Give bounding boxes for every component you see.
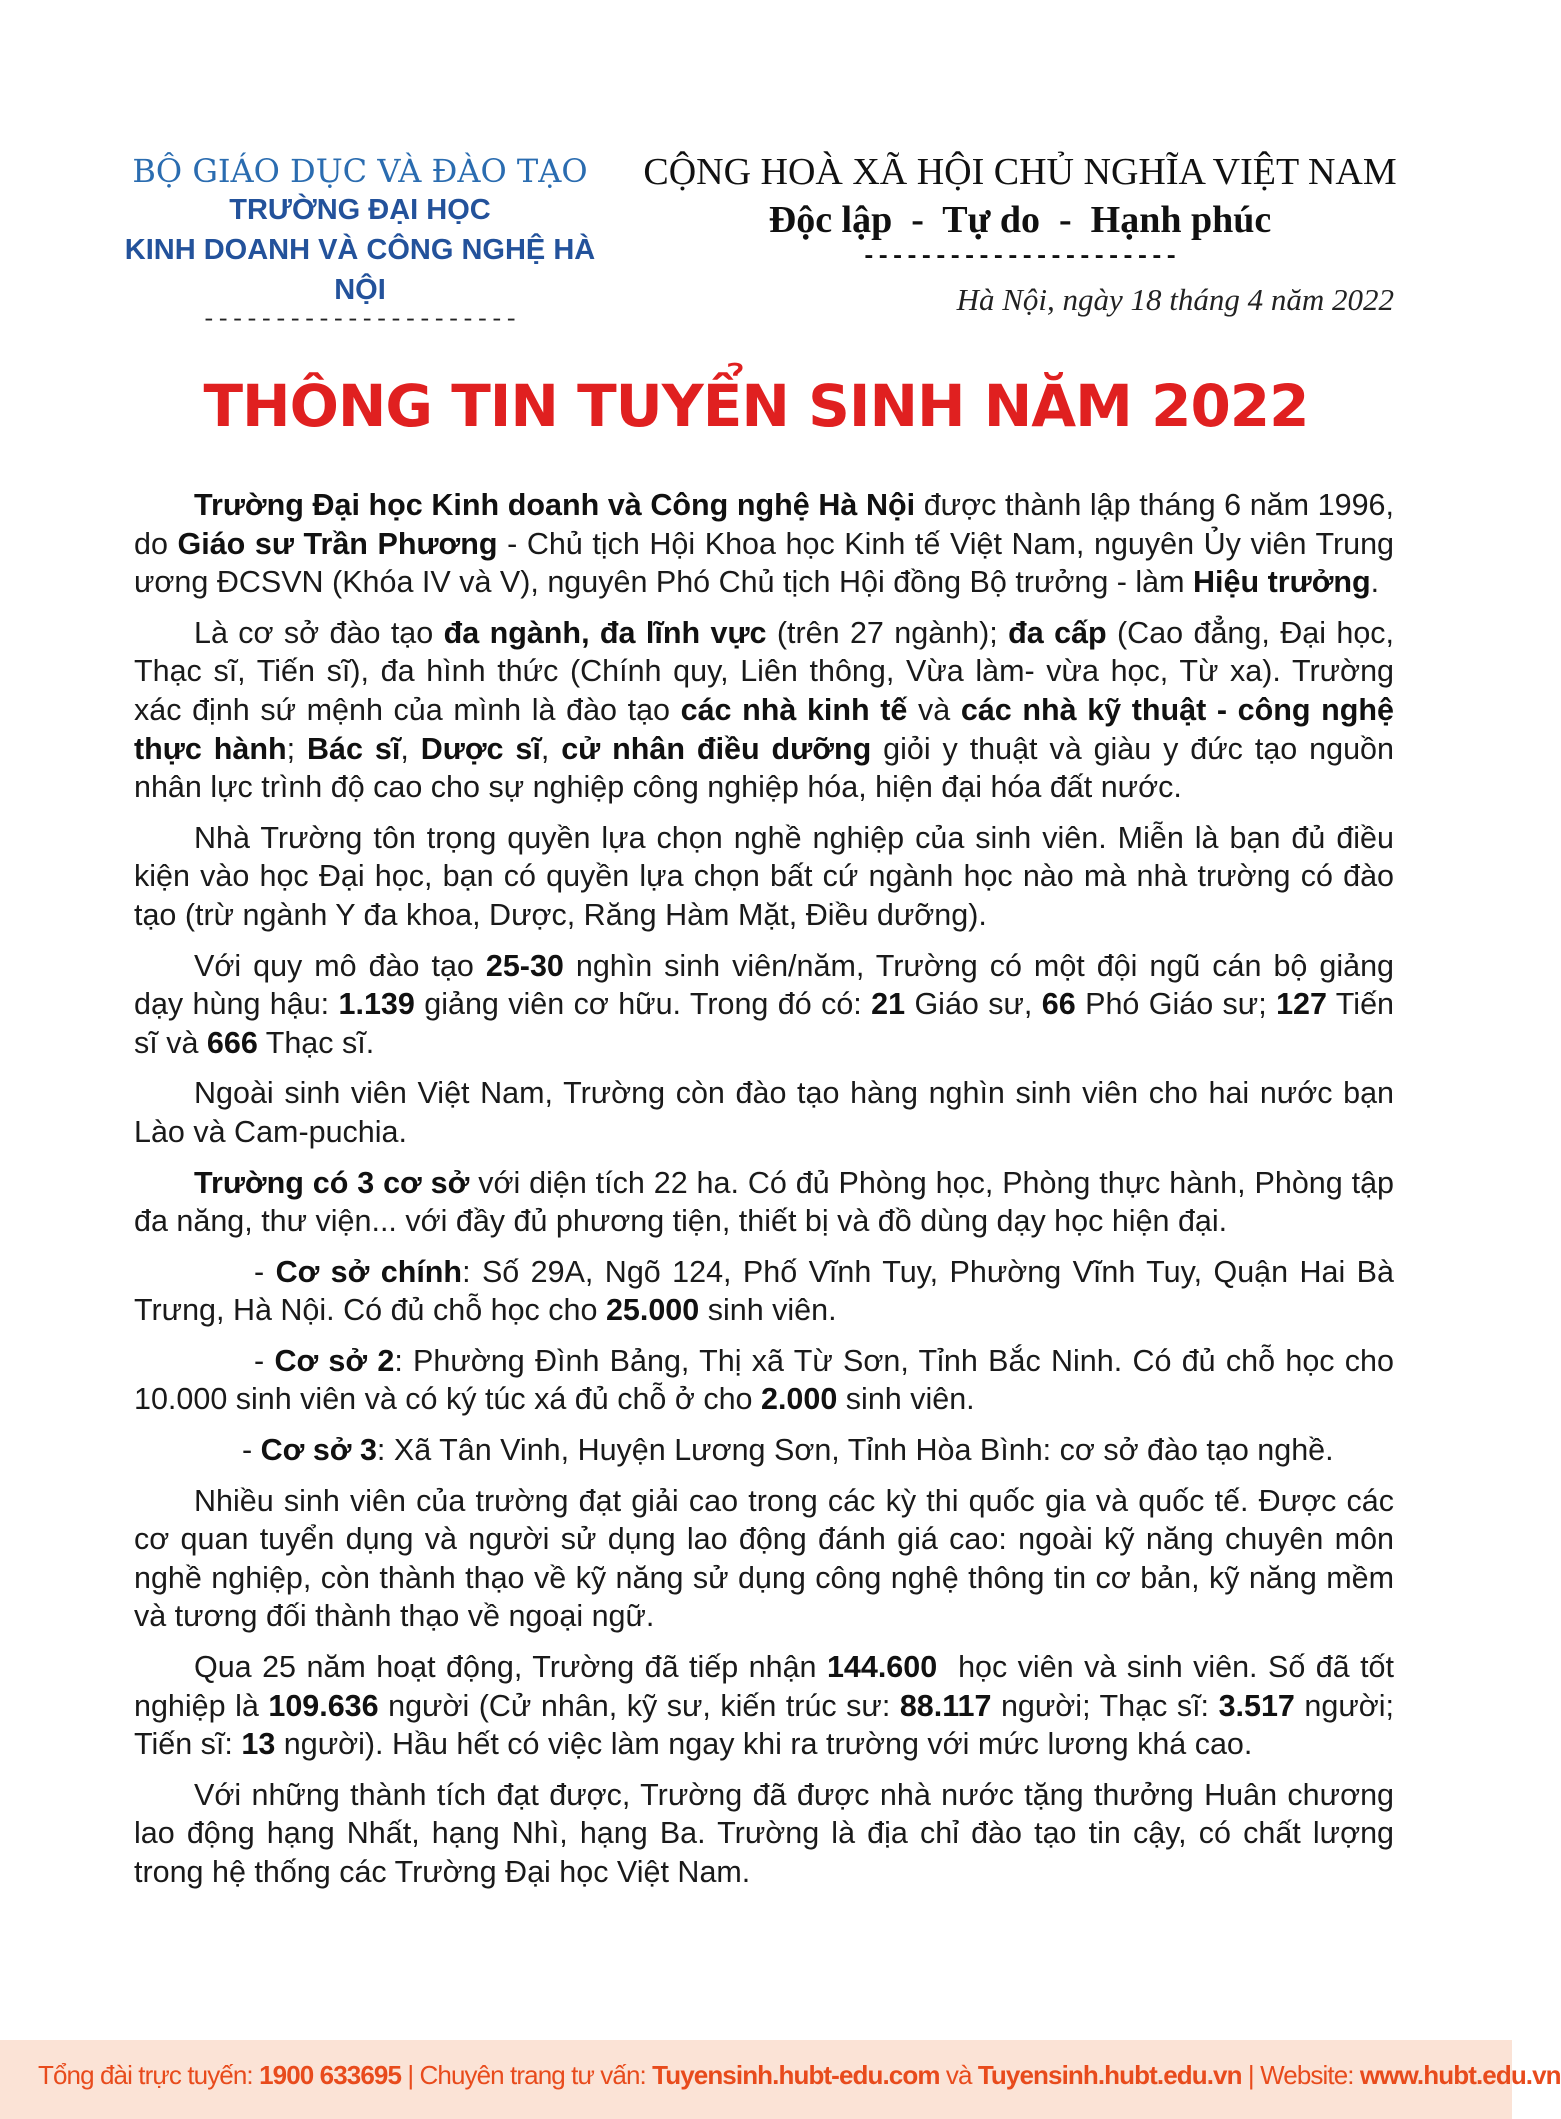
website-link[interactable]: www.hubt.edu.vn (1359, 2060, 1561, 2090)
bold-text: các nhà kinh tế (680, 692, 908, 727)
text: (trên 27 ngành); (766, 615, 1009, 650)
text: giảng viên cơ hữu. Trong đó có: (414, 987, 872, 1022)
bold-text: 25.000 (605, 1293, 700, 1328)
left-divider: ---------------------- (201, 307, 519, 334)
bold-text: Giáo sư Trần Phương (177, 526, 498, 561)
footer-and: và (939, 2060, 978, 2090)
bold-text: 666 (206, 1025, 258, 1060)
footer-bar (0, 2040, 1561, 2119)
bold-text: Bác sĩ (307, 731, 401, 766)
bold-text: 25-30 (485, 948, 564, 983)
text: được thành lập tháng 6 năm 1996, do (134, 488, 1394, 561)
bold-text: đa cấp (1008, 615, 1107, 650)
bold-text: 21 (871, 987, 906, 1022)
text: - (254, 1254, 276, 1289)
bold-text: 144.600 (826, 1650, 938, 1685)
text: với diện tích 22 ha. Có đủ Phòng học, Phòng thực hành, Phòng tập đa năng, thư viện... với đầy đủ phương tiện, thiết bị và đồ dùng dạy học hiện đại. (134, 1165, 1394, 1239)
nation-name: CỘNG HOÀ XÃ HỘI CHỦ NGHĨA VIỆT NAM (643, 151, 1397, 193)
text: : Số 29A, Ngõ 124, Phố Vĩnh Tuy, Phường Vĩnh Tuy, Quận Hai Bà Trưng, Hà Nội. Có đủ chỗ học cho (134, 1254, 1394, 1328)
text: người; Tiến sĩ: (134, 1688, 1394, 1762)
hotline-number[interactable]: 1900 633695 (259, 2060, 402, 2090)
hotline-label: Tổng đài trực tuyến: (38, 2060, 260, 2090)
paragraph-mission (134, 614, 1394, 807)
bold-text: Hiệu trưởng (1193, 565, 1371, 600)
paragraph-campuses (134, 1164, 1394, 1241)
bold-text: Cơ sở chính (275, 1254, 463, 1289)
paragraph-achievements: Nhiều sinh viên của trường đạt giải cao trong các kỳ thi quốc gia và quốc tế. Được các cơ quan tuyển dụng và người sử dụng lao động đánh giá cao: ngoài kỹ năng chuyên môn nghề nghiệp, còn thành thạo về kỹ năng sử dụng công nghệ thông tin cơ bản, kỹ năng mềm và tương đối thành thạo về ngoại ngữ. (134, 1483, 1394, 1634)
text: - (254, 1343, 275, 1378)
footer-separator: | Website: (1241, 2060, 1360, 2090)
bold-text: 2.000 (760, 1382, 838, 1417)
text: Phó Giáo sư; (1075, 987, 1277, 1022)
bold-text: 13 (241, 1727, 276, 1762)
text: người (Cử nhân, kỹ sư, kiến trúc sư: (378, 1688, 900, 1723)
text: Với quy mô đào tạo (194, 948, 486, 983)
text: , (540, 731, 562, 766)
page-title: THÔNG TIN TUYỂN SINH NĂM 2022 (203, 372, 1309, 440)
school-name-line2: KINH DOANH VÀ CÔNG NGHỆ HÀ NỘI (124, 234, 596, 306)
text: sinh viên. (699, 1293, 837, 1328)
text: Qua 25 năm hoạt động, Trường đã tiếp nhận (194, 1650, 827, 1685)
campus-2 (134, 1342, 1394, 1419)
footer-separator: | Chuyên trang tư vấn: (401, 2060, 653, 2090)
bold-text: Dược sĩ (420, 731, 541, 766)
ministry-name: BỘ GIÁO DỤC VÀ ĐÀO TẠO (132, 152, 588, 190)
text: người; Thạc sĩ: (991, 1688, 1219, 1723)
text: người). Hầu hết có việc làm ngay khi ra trường với mức lương khá cao. (275, 1727, 1253, 1762)
bold-text: 127 (1276, 987, 1327, 1022)
paragraph-founding (134, 486, 1394, 602)
bold-text: Trường Đại học Kinh doanh và Công nghệ Hà Nội (194, 488, 916, 522)
text: Giáo sư, (905, 987, 1042, 1022)
bold-text: 3.517 (1218, 1688, 1295, 1723)
national-header (630, 148, 1410, 272)
bold-text: 66 (1041, 987, 1076, 1022)
paragraph-statistics (134, 1648, 1403, 1764)
paragraph-awards: Với những thành tích đạt được, Trường đã được nhà nước tặng thưởng Huân chương lao động hạng Nhất, hạng Nhì, hạng Ba. Trường là địa chỉ đào tạo tin cậy, có chất lượng trong hệ thống các Trường Đại học Việt Nam. (134, 1777, 1394, 1889)
paragraph-staff (134, 947, 1394, 1063)
text: Thạc sĩ. (257, 1025, 375, 1060)
bold-text: đa ngành, đa lĩnh vực (443, 615, 767, 650)
text: sinh viên. (837, 1382, 975, 1417)
bold-text: các nhà kỹ thuật - công nghệ thực hành (134, 692, 1394, 766)
text: . (1370, 565, 1380, 600)
text: nghìn sinh viên/năm, Trường có một đội ngũ cán bộ giảng dạy hùng hậu: (134, 948, 1394, 1022)
bold-text: 109.636 (268, 1688, 379, 1723)
text: ; (286, 731, 307, 766)
paragraph-choice: Nhà Trường tôn trọng quyền lựa chọn nghề nghiệp của sinh viên. Miễn là bạn đủ điều kiện vào học Đại học, bạn có quyền lựa chọn bất cứ ngành học nào mà nhà trường có đào tạo (trừ ngành Y đa khoa, Dược, Răng Hàm Mặt, Điều dưỡng). (134, 820, 1394, 932)
footer-contact (38, 2060, 1561, 2091)
bold-text: Cơ sở 2 (274, 1343, 395, 1378)
admission-site-link-2[interactable]: Tuyensinh.hubt.edu.vn (977, 2060, 1242, 2090)
document-body (134, 486, 1403, 1904)
text: giỏi y thuật và giàu y đức tạo nguồn nhân lực trình độ cao cho sự nghiệp công nghiệp hóa, hiện đại hóa đất nước. (134, 731, 1394, 805)
text: (Cao đẳng, Đại học, Thạc sĩ, Tiến sĩ), đa hình thức (Chính quy, Liên thông, Vừa làm- vừa học, Từ xa). Trường xác định sứ mệnh của mình là đào tạo (134, 615, 1395, 727)
national-motto: Độc lập - Tự do - Hạnh phúc (768, 199, 1272, 241)
campus-3 (134, 1431, 1394, 1470)
bold-text: Cơ sở 3 (260, 1433, 377, 1468)
text: học viên và sinh viên. Số đã tốt nghiệp là (134, 1650, 1403, 1723)
document-date: Hà Nội, ngày 18 tháng 4 năm 2022 (956, 282, 1394, 317)
bold-text: 88.117 (899, 1688, 992, 1723)
text: và (907, 692, 961, 727)
admission-site-link-1[interactable]: Tuyensinh.hubt-edu.com (652, 2060, 940, 2090)
text: Là cơ sở đào tạo (194, 615, 444, 650)
bold-text: 1.139 (338, 987, 415, 1022)
school-name-line1: TRƯỜNG ĐẠI HỌC (229, 194, 491, 226)
bold-text: cử nhân điều dưỡng (561, 731, 872, 766)
text: , (400, 731, 421, 766)
text: - Chủ tịch Hội Khoa học Kinh tế Việt Nam, nguyên Ủy viên Trung ương ĐCSVN (Khóa IV và V), nguyên Phó Chủ tịch Hội đồng Bộ trưởng - làm (134, 526, 1395, 600)
text: - (242, 1433, 261, 1468)
text: : Xã Tân Vinh, Huyện Lương Sơn, Tỉnh Hòa Bình: cơ sở đào tạo nghề. (376, 1433, 1334, 1468)
ministry-header (120, 152, 600, 332)
campus-main (134, 1253, 1394, 1330)
bold-text: Trường có 3 cơ sở (194, 1165, 470, 1200)
paragraph-international: Ngoài sinh viên Việt Nam, Trường còn đào tạo hàng nghìn sinh viên cho hai nước bạn Lào và Cam-puchia. (134, 1076, 1394, 1149)
right-divider: ---------------------- (861, 244, 1179, 271)
text: : Phường Đình Bảng, Thị xã Từ Sơn, Tỉnh Bắc Ninh. Có đủ chỗ học cho 10.000 sinh viên và có ký túc xá đủ chỗ ở cho (134, 1343, 1394, 1417)
text: Tiến sĩ và (134, 987, 1394, 1060)
